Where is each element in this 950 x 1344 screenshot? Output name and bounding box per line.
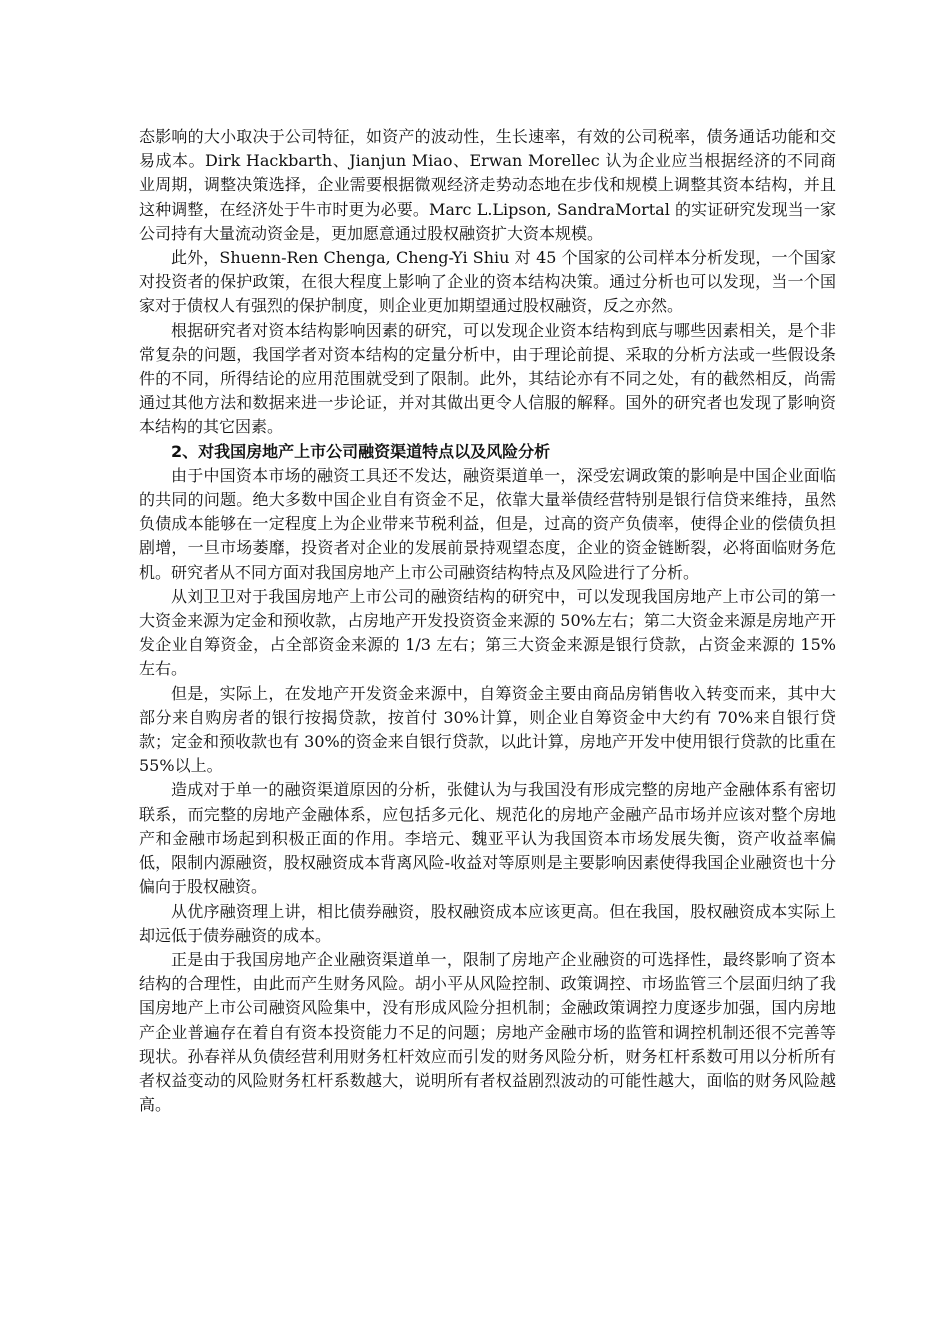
paragraph-investor-protection: 此外，Shuenn-Ren Chenga, Cheng-Yi Shiu 对 45 个国家的公司样本分析发现，一个国家对投资者的保护政策，在很大程度上影响了企业的资本结构决策。通过分析也可以发现，当一个国家对于债权人有强烈的保护制度，则企业更加期望通过股权融资，反之亦然。 <box>139 248 836 316</box>
paragraph-financing-problems: 由于中国资本市场的融资工具还不发达，融资渠道单一，深受宏调政策的影响是中国企业面临的共同的问题。绝大多数中国企业自有资金不足，依靠大量举债经营特别是银行信贷来维持，虽然负债成本能够在一定程度上为企业带来节税利益，但是，过高的资产负债率，使得企业的偿债负担剧增，一旦市场萎靡，投资者对企业的发展前景持观望态度，企业的资金链断裂，必将面临财务危机。研究者从不同方面对我国房地产上市公司融资结构特点及风险进行了分析。 <box>139 465 836 582</box>
paragraph-pecking-order: 从优序融资理上讲，相比债券融资，股权融资成本应该更高。但在我国，股权融资成本实际上却远低于债券融资的成本。 <box>139 901 836 945</box>
paragraph-funding-sources: 从刘卫卫对于我国房地产上市公司的融资结构的研究中，可以发现我国房地产上市公司的第一大资金来源为定金和预收款，占房地产开发投资资金来源的 50%左右；第二大资金来源是房地产开发企业自筹资金，占全部资金来源的 1/3 左右；第三大资金来源是银行贷款，占资金来源的 15%左右。 <box>139 586 836 679</box>
paragraph-financial-risk: 正是由于我国房地产企业融资渠道单一，限制了房地产企业融资的可选择性，最终影响了资本结构的合理性，由此而产生财务风险。胡小平从风险控制、政策调控、市场监管三个层面归纳了我国房地产上市公司融资风险集中，没有形成风险分担机制；金融政策调控力度逐步加强，国内房地产企业普遍存在着自有资本投资能力不足的问题；房地产金融市场的监管和调控机制还很不完善等现状。孙春祥从负债经营利用财务杠杆效应而引发的财务风险分析，财务杠杆系数可用以分析所有者权益变动的风险财务杠杆系数越大，说明所有者权益剧烈波动的可能性越大，面临的财务风险越高。 <box>139 949 836 1115</box>
document-page <box>139 125 836 1117</box>
paragraph-bank-loan-share: 但是，实际上，在发地产开发资金来源中，自筹资金主要由商品房销售收入转变而来，其中大部分来自购房者的银行按揭贷款，按首付 30%计算，则企业自筹资金中大约有 70%来自银行贷款；定金和预收款也有 30%的资金来自银行贷款，以此计算，房地产开发中使用银行贷款的比重在 55%以上。 <box>139 683 836 776</box>
paragraph-single-channel-causes: 造成对于单一的融资渠道原因的分析，张健认为与我国没有形成完整的房地产金融体系有密切联系，而完整的房地产金融体系，应包括多元化、规范化的房地产金融产品市场并应该对整个房地产和金融市场起到积极正面的作用。李培元、魏亚平认为我国资本市场发展失衡，资产收益率偏低，限制内源融资，股权融资成本背离风险-收益对等原则是主要影响因素使得我国企业融资也十分偏向于股权融资。 <box>139 780 836 897</box>
section-heading: 2、对我国房地产上市公司融资渠道特点以及风险分析 <box>171 441 551 461</box>
paragraph-research-summary: 根据研究者对资本结构影响因素的研究，可以发现企业资本结构到底与哪些因素相关，是个非常复杂的问题，我国学者对资本结构的定量分析中，由于理论前提、采取的分析方法或一些假设条件的不同，所得结论的应用范围就受到了限制。此外，其结论亦有不同之处，有的截然相反，尚需通过其他方法和数据来进一步论证，并对其做出更令人信服的解释。国外的研究者也发现了影响资本结构的其它因素。 <box>139 320 836 437</box>
paragraph-capital-structure-factors: 态影响的大小取决于公司特征，如资产的波动性，生长速率，有效的公司税率，债务通话功能和交易成本。Dirk Hackbarth、Jianjun Miao、Erwan Morellec 认为企业应当根据经济的不同商业周期，调整决策选择，企业需要根据微观经济走势动态地在步伐和规模上调整其资本结构，并且这种调整，在经济处于牛市时更为必要。Marc L.Lipson, SandraMortal 的实证研究发现当一家公司持有大量流动资金是，更加愿意通过股权融资扩大资本规模。 <box>139 127 836 243</box>
